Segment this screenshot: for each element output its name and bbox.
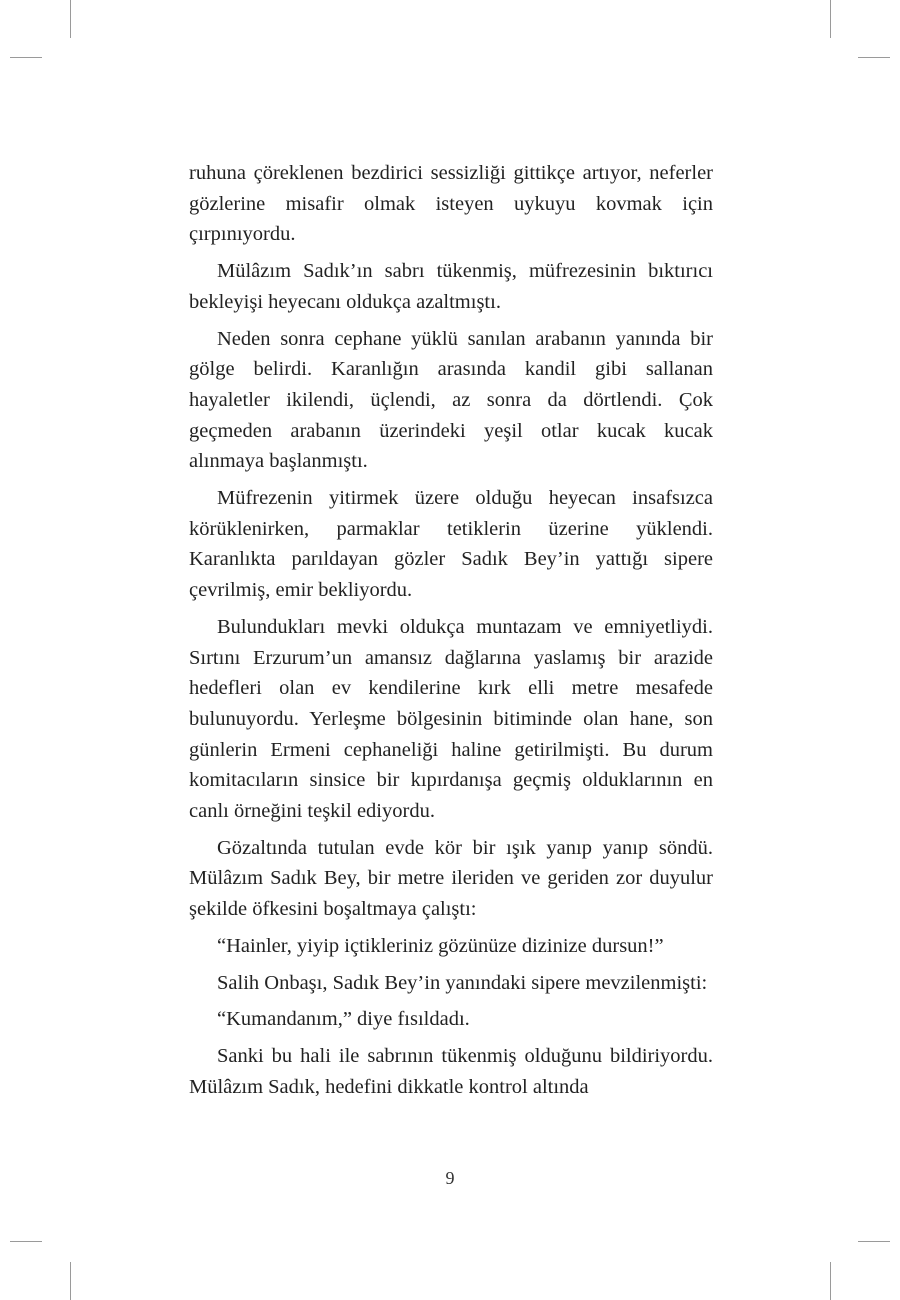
crop-mark-right-top <box>858 57 890 58</box>
crop-mark-right-bottom <box>858 1241 890 1242</box>
paragraph: Gözaltında tutulan evde kör bir ışık yanıp yanıp söndü. Mülâzım Sadık Bey, bir metre ileriden ve geriden zor duyulur şekilde öfkesini boşaltmaya çalıştı: <box>189 836 713 921</box>
crop-mark-bottom-right <box>830 1262 831 1300</box>
crop-mark-left-bottom <box>10 1241 42 1242</box>
crop-mark-top-right <box>830 0 831 38</box>
crop-mark-left-top <box>10 57 42 58</box>
paragraph: Bulundukları mevki oldukça muntazam ve emniyetliydi. Sırtını Erzurum’un amansız dağlarına yaslamış bir arazide hedefleri olan ev kendilerine kırk elli metre mesafede bulunuyordu. Yerleşme bölgesinin bitiminde olan hane, son günlerin Ermeni cephaneliği haline getirilmişti. Bu durum komitacıların sinsice bir kıpırdanışa geçmiş olduklarının en canlı örneğini teşkil ediyordu. <box>189 615 713 823</box>
paragraph: Neden sonra cephane yüklü sanılan arabanın yanında bir gölge belirdi. Karanlığın arasında kandil gibi sallanan hayaletler ikilendi, üçlendi, az sonra da dörtlendi. Çok geçmeden arabanın üzerindeki yeşil otlar kucak kucak alınmaya başlanmıştı. <box>189 327 713 473</box>
page-number: 9 <box>445 1168 455 1188</box>
paragraph: “Hainler, yiyip içtikleriniz gözünüze dizinize dursun!” <box>217 934 664 957</box>
paragraph: Müfrezenin yitirmek üzere olduğu heyecan insafsızca körüklenirken, parmaklar tetiklerin üzerine yüklendi. Karanlıkta parıldayan gözler Sadık Bey’in yattığı sipere çevrilmiş, emir bekliyordu. <box>189 487 713 602</box>
paragraph: Sanki bu hali ile sabrının tükenmiş olduğunu bildiriyordu. Mülâzım Sadık, hedefini dikkatle kontrol altında <box>189 1044 713 1098</box>
crop-mark-top-left <box>70 0 71 38</box>
paragraph: Mülâzım Sadık’ın sabrı tükenmiş, müfrezesinin bıktırıcı bekleyişi heyecanı oldukça azaltmıştı. <box>189 260 713 313</box>
paragraph: ruhuna çöreklenen bezdirici sessizliği gittikçe artıyor, neferler gözlerine misafir olmak isteyen uykuyu kovmak için çırpınıyordu. <box>189 162 713 246</box>
paragraph: Salih Onbaşı, Sadık Bey’in yanındaki sipere mevzilenmişti: <box>217 971 708 994</box>
page-body-text <box>189 158 713 1108</box>
crop-mark-bottom-left <box>70 1262 71 1300</box>
paragraph: “Kumandanım,” diye fısıldadı. <box>217 1008 470 1031</box>
